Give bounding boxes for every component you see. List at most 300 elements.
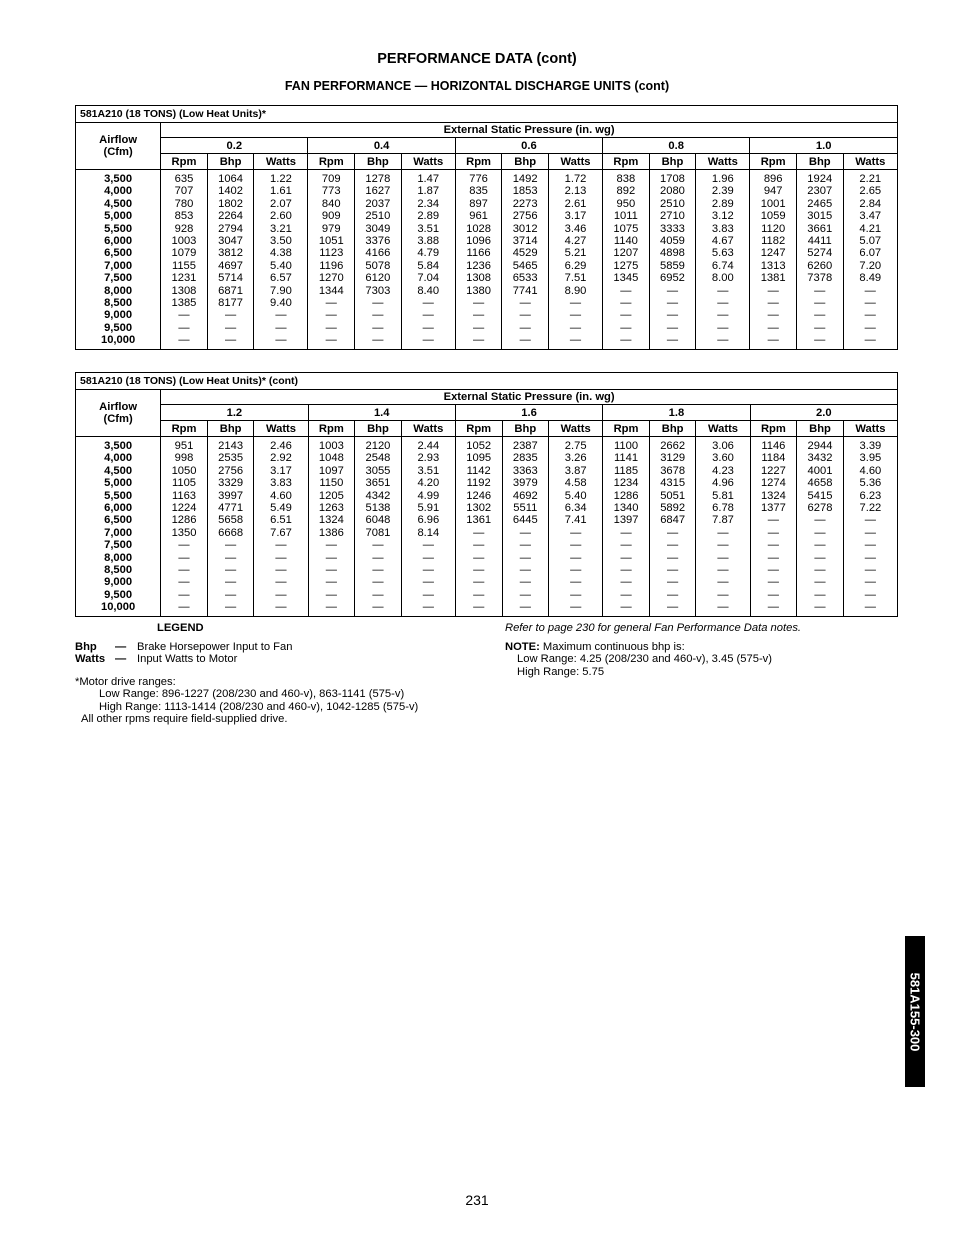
data-cell: 4059 [649, 235, 696, 247]
data-cell: 4001 [797, 465, 844, 477]
data-cell: — [549, 539, 603, 551]
data-cell: — [797, 601, 844, 616]
data-cell: 3.46 [548, 223, 602, 235]
data-cell: 1105 [161, 477, 208, 489]
data-cell: 3.95 [843, 452, 897, 464]
data-cell: 1278 [355, 170, 402, 186]
data-cell: 2710 [649, 210, 696, 222]
data-cell: 1236 [455, 260, 502, 272]
data-cell: — [843, 589, 897, 601]
data-cell: 5274 [796, 247, 843, 259]
table-row [76, 552, 898, 564]
data-cell: — [649, 309, 696, 321]
data-cell: 3.83 [696, 223, 750, 235]
column-header: Rpm [603, 154, 650, 170]
data-cell: 5.49 [254, 502, 308, 514]
data-cell: — [603, 527, 650, 539]
data-cell: 1064 [207, 170, 254, 186]
airflow-cell: 6,500 [76, 247, 161, 259]
data-cell: — [502, 539, 549, 551]
data-cell: — [750, 576, 797, 588]
data-cell: — [649, 297, 696, 309]
data-cell: — [254, 539, 308, 551]
table-row [76, 477, 898, 489]
data-cell: 4.58 [549, 477, 603, 489]
data-cell: — [161, 552, 208, 564]
airflow-cell: 10,000 [76, 601, 161, 616]
data-cell: 1185 [603, 465, 650, 477]
data-cell: 1344 [308, 285, 355, 297]
data-cell: 947 [750, 185, 797, 197]
data-cell: 3.17 [548, 210, 602, 222]
data-cell: 951 [161, 437, 208, 453]
data-cell: — [843, 601, 897, 616]
data-cell: 7.51 [548, 272, 602, 284]
column-header: Watts [843, 421, 897, 437]
data-cell: — [355, 601, 402, 616]
data-cell: 3012 [502, 223, 549, 235]
data-cell: — [696, 601, 750, 616]
data-cell: — [649, 552, 696, 564]
data-cell: — [797, 514, 844, 526]
data-cell: 1377 [750, 502, 797, 514]
pressure-header: 1.8 [603, 405, 750, 421]
airflow-header: Airflow (Cfm) [76, 390, 161, 437]
data-cell: — [696, 552, 750, 564]
legend-definition: Input Watts to Motor [137, 653, 238, 665]
data-cell: — [549, 576, 603, 588]
legend-dash: — [115, 640, 127, 653]
data-cell: 8.40 [401, 285, 455, 297]
data-cell: — [161, 564, 208, 576]
data-cell: 3.87 [549, 465, 603, 477]
data-cell: 1224 [161, 502, 208, 514]
airflow-cell: 7,500 [76, 272, 161, 284]
data-cell: — [502, 601, 549, 616]
table-row [76, 170, 898, 186]
data-cell: — [355, 539, 402, 551]
data-cell: 3.60 [696, 452, 750, 464]
data-cell: 897 [455, 198, 502, 210]
data-cell: 5.21 [548, 247, 602, 259]
table-caption: 581A210 (18 TONS) (Low Heat Units)* (cont) [76, 373, 898, 390]
data-cell: 2510 [355, 210, 402, 222]
pressure-row [76, 405, 898, 421]
column-header: Rpm [455, 154, 502, 170]
data-cell: — [455, 589, 502, 601]
data-cell: 2756 [207, 465, 254, 477]
column-header: Bhp [502, 421, 549, 437]
column-header-row [76, 154, 898, 170]
data-cell: — [649, 564, 696, 576]
data-cell: 773 [308, 185, 355, 197]
data-cell: 2662 [649, 437, 696, 453]
data-cell: 6445 [502, 514, 549, 526]
pressure-header: 1.4 [308, 405, 455, 421]
data-cell: 1386 [308, 527, 355, 539]
data-cell: — [797, 576, 844, 588]
column-header: Watts [549, 421, 603, 437]
table-row [76, 564, 898, 576]
data-cell: 3.17 [254, 465, 308, 477]
data-cell: 1120 [750, 223, 797, 235]
data-cell: 1123 [308, 247, 355, 259]
data-cell: — [843, 539, 897, 551]
data-cell: — [207, 552, 254, 564]
data-cell: — [696, 322, 750, 334]
data-cell: 2387 [502, 437, 549, 453]
data-cell: 5051 [649, 490, 696, 502]
data-cell: — [750, 309, 797, 321]
data-cell: — [502, 322, 549, 334]
data-cell: 6.57 [254, 272, 308, 284]
performance-table [75, 105, 898, 350]
note-low-range: Low Range: 4.25 (208/230 and 460-v), 3.45 (575-v) [517, 653, 772, 665]
data-cell: 2273 [502, 198, 549, 210]
data-cell: 4315 [649, 477, 696, 489]
data-cell: 5078 [355, 260, 402, 272]
side-tab-label: 581A155-300 [907, 972, 923, 1051]
data-cell: 1163 [161, 490, 208, 502]
data-cell: — [603, 334, 650, 349]
data-cell: — [549, 589, 603, 601]
data-cell: 1274 [750, 477, 797, 489]
data-cell: 979 [308, 223, 355, 235]
data-cell: 7.90 [254, 285, 308, 297]
data-cell: 1380 [455, 285, 502, 297]
data-cell: — [355, 552, 402, 564]
data-cell: 1028 [455, 223, 502, 235]
data-cell: — [207, 576, 254, 588]
table-row [76, 309, 898, 321]
data-cell: 3.39 [843, 437, 897, 453]
note-high-range: High Range: 5.75 [517, 665, 605, 678]
data-cell: 2.89 [696, 198, 750, 210]
table-row [76, 297, 898, 309]
data-cell: 6668 [207, 527, 254, 539]
airflow-cell: 5,500 [76, 223, 161, 235]
data-cell: 2835 [502, 452, 549, 464]
data-cell: 1234 [603, 477, 650, 489]
data-cell: 2.44 [401, 437, 455, 453]
data-cell: 7378 [796, 272, 843, 284]
data-cell: — [750, 589, 797, 601]
data-cell: 5.63 [696, 247, 750, 259]
data-cell: 2944 [797, 437, 844, 453]
column-header: Rpm [455, 421, 502, 437]
data-cell: 1146 [750, 437, 797, 453]
data-cell: 4166 [355, 247, 402, 259]
column-header: Bhp [796, 154, 843, 170]
data-cell: 6.96 [401, 514, 455, 526]
data-cell: 3.83 [254, 477, 308, 489]
data-cell: 1196 [308, 260, 355, 272]
legend-definition: Brake Horsepower Input to Fan [137, 640, 293, 653]
data-cell: 7.22 [843, 502, 897, 514]
data-cell: — [549, 552, 603, 564]
data-cell: — [455, 297, 502, 309]
data-cell: — [455, 576, 502, 588]
data-cell: 928 [161, 223, 208, 235]
data-cell: 9.40 [254, 297, 308, 309]
data-cell: 1313 [750, 260, 797, 272]
data-cell: — [355, 309, 402, 321]
data-cell: 1492 [502, 170, 549, 186]
data-cell: — [696, 564, 750, 576]
data-cell: 2.13 [548, 185, 602, 197]
data-cell: — [455, 309, 502, 321]
data-cell: 2143 [207, 437, 254, 453]
data-cell: 950 [603, 198, 650, 210]
data-cell: 2.39 [696, 185, 750, 197]
data-cell: 1.72 [548, 170, 602, 186]
data-cell: — [308, 297, 355, 309]
data-cell: — [308, 539, 355, 551]
table-row [76, 210, 898, 222]
data-cell: 1286 [161, 514, 208, 526]
data-cell: 5714 [207, 272, 254, 284]
data-cell: 7741 [502, 285, 549, 297]
data-cell: 1052 [455, 437, 502, 453]
data-cell: — [401, 589, 455, 601]
column-header: Watts [401, 421, 455, 437]
data-cell: 4.99 [401, 490, 455, 502]
data-cell: — [797, 564, 844, 576]
data-cell: — [207, 564, 254, 576]
data-cell: — [603, 539, 650, 551]
data-cell: 892 [603, 185, 650, 197]
data-cell: 5658 [207, 514, 254, 526]
data-cell: 6952 [649, 272, 696, 284]
column-header: Rpm [603, 421, 650, 437]
data-cell: 4771 [207, 502, 254, 514]
data-cell: 840 [308, 198, 355, 210]
data-cell: 5.81 [696, 490, 750, 502]
data-cell: 1286 [603, 490, 650, 502]
data-cell: 4.21 [843, 223, 897, 235]
data-cell: 896 [750, 170, 797, 186]
data-cell: 1340 [603, 502, 650, 514]
data-cell: — [161, 539, 208, 551]
column-header: Watts [254, 154, 308, 170]
data-cell: 6.74 [696, 260, 750, 272]
data-cell: — [843, 334, 897, 349]
data-cell: 4658 [797, 477, 844, 489]
data-cell: 6.34 [549, 502, 603, 514]
data-cell: 3015 [796, 210, 843, 222]
data-cell: — [696, 309, 750, 321]
data-cell: 5.36 [843, 477, 897, 489]
data-cell: 1361 [455, 514, 502, 526]
airflow-cell: 5,000 [76, 477, 161, 489]
data-cell: — [401, 564, 455, 576]
airflow-cell: 6,000 [76, 502, 161, 514]
data-cell: — [649, 589, 696, 601]
data-cell: — [797, 539, 844, 551]
column-header: Watts [548, 154, 602, 170]
data-cell: — [308, 589, 355, 601]
column-header: Rpm [308, 154, 355, 170]
pressure-header: 1.2 [161, 405, 308, 421]
airflow-cell: 8,500 [76, 564, 161, 576]
data-cell: 6260 [796, 260, 843, 272]
data-cell: 2080 [649, 185, 696, 197]
data-cell: 2.34 [401, 198, 455, 210]
data-cell: 4.96 [696, 477, 750, 489]
table-row [76, 576, 898, 588]
airflow-cell: 9,500 [76, 589, 161, 601]
data-cell: 4.27 [548, 235, 602, 247]
data-cell: 6.07 [843, 247, 897, 259]
data-cell: 6278 [797, 502, 844, 514]
data-cell: 4.38 [254, 247, 308, 259]
airflow-cell: 6,000 [76, 235, 161, 247]
data-cell: 6533 [502, 272, 549, 284]
data-cell: — [401, 539, 455, 551]
data-cell: 8.00 [696, 272, 750, 284]
data-cell: — [603, 589, 650, 601]
data-cell: — [750, 514, 797, 526]
data-cell: — [308, 322, 355, 334]
data-cell: 2.92 [254, 452, 308, 464]
data-cell: 3.12 [696, 210, 750, 222]
data-cell: — [502, 552, 549, 564]
data-cell: 5465 [502, 260, 549, 272]
data-cell: — [401, 601, 455, 616]
data-cell: 2.07 [254, 198, 308, 210]
data-cell: — [843, 564, 897, 576]
data-cell: — [308, 552, 355, 564]
data-cell: 2465 [796, 198, 843, 210]
motor-high-range: High Range: 1113-1414 (208/230 and 460-v), 1042-1285 (575-v) [99, 700, 419, 713]
data-cell: 1050 [161, 465, 208, 477]
airflow-cell: 7,000 [76, 260, 161, 272]
column-header: Watts [696, 154, 750, 170]
data-cell: 8177 [207, 297, 254, 309]
data-cell: 4697 [207, 260, 254, 272]
data-cell: 1324 [308, 514, 355, 526]
data-cell: — [308, 564, 355, 576]
data-cell: 5.40 [549, 490, 603, 502]
data-cell: 1246 [455, 490, 502, 502]
data-cell: 1.61 [254, 185, 308, 197]
column-header: Bhp [797, 421, 844, 437]
pressure-header: 1.6 [455, 405, 602, 421]
data-cell: 1207 [603, 247, 650, 259]
esp-header: External Static Pressure (in. wg) [161, 390, 898, 405]
reference-note: Refer to page 230 for general Fan Performance Data notes. [505, 622, 802, 634]
data-cell: — [161, 334, 208, 349]
data-cell: — [254, 309, 308, 321]
data-cell: — [502, 589, 549, 601]
data-cell: — [161, 576, 208, 588]
data-cell: — [207, 601, 254, 616]
data-cell: — [549, 564, 603, 576]
data-cell: 1051 [308, 235, 355, 247]
airflow-cell: 9,000 [76, 309, 161, 321]
caption-row [76, 106, 898, 123]
data-cell: — [796, 309, 843, 321]
data-cell: 5.07 [843, 235, 897, 247]
airflow-cell: 8,000 [76, 552, 161, 564]
data-cell: 3.51 [401, 223, 455, 235]
column-header: Bhp [649, 154, 696, 170]
data-cell: — [603, 576, 650, 588]
pressure-header: 0.4 [308, 138, 455, 154]
data-cell: 1011 [603, 210, 650, 222]
data-cell: 835 [455, 185, 502, 197]
data-cell: 2756 [502, 210, 549, 222]
table-row [76, 437, 898, 453]
data-cell: 6.23 [843, 490, 897, 502]
table-row [76, 527, 898, 539]
data-cell: 7303 [355, 285, 402, 297]
data-cell: — [649, 285, 696, 297]
data-cell: — [796, 297, 843, 309]
data-cell: — [603, 552, 650, 564]
esp-header: External Static Pressure (in. wg) [161, 123, 898, 138]
pressure-header: 0.6 [455, 138, 602, 154]
data-cell: — [207, 589, 254, 601]
data-cell: — [207, 539, 254, 551]
note-text: Maximum continuous bhp is: [539, 640, 685, 653]
column-header: Rpm [750, 421, 797, 437]
column-header: Bhp [502, 154, 549, 170]
data-cell: 4.20 [401, 477, 455, 489]
data-cell: 1.22 [254, 170, 308, 186]
data-cell: 3363 [502, 465, 549, 477]
data-cell: — [455, 601, 502, 616]
data-cell: 853 [161, 210, 208, 222]
data-cell: — [308, 334, 355, 349]
data-cell: 780 [161, 198, 208, 210]
data-cell: — [843, 514, 897, 526]
data-cell: 3376 [355, 235, 402, 247]
performance-table [75, 372, 898, 617]
airflow-cell: 4,500 [76, 465, 161, 477]
data-cell: 1059 [750, 210, 797, 222]
data-cell: — [502, 576, 549, 588]
data-cell: — [649, 527, 696, 539]
data-cell: 6048 [355, 514, 402, 526]
data-cell: — [355, 334, 402, 349]
airflow-cell: 7,000 [76, 527, 161, 539]
data-cell: — [796, 334, 843, 349]
data-cell: 2307 [796, 185, 843, 197]
data-cell: — [843, 309, 897, 321]
data-cell: 6120 [355, 272, 402, 284]
data-cell: — [696, 527, 750, 539]
airflow-cell: 4,000 [76, 452, 161, 464]
airflow-cell: 8,000 [76, 285, 161, 297]
table-row [76, 260, 898, 272]
data-cell: 3.26 [549, 452, 603, 464]
data-cell: — [603, 297, 650, 309]
data-cell: — [161, 589, 208, 601]
data-cell: 1270 [308, 272, 355, 284]
airflow-cell: 7,500 [76, 539, 161, 551]
data-cell: 3047 [207, 235, 254, 247]
column-header: Bhp [207, 154, 254, 170]
data-cell: 2.84 [843, 198, 897, 210]
column-header: Bhp [355, 421, 402, 437]
data-cell: 3714 [502, 235, 549, 247]
legend-heading: LEGEND [157, 622, 204, 634]
data-cell: — [843, 297, 897, 309]
data-cell: — [308, 601, 355, 616]
data-cell: 5511 [502, 502, 549, 514]
pressure-row [76, 138, 898, 154]
